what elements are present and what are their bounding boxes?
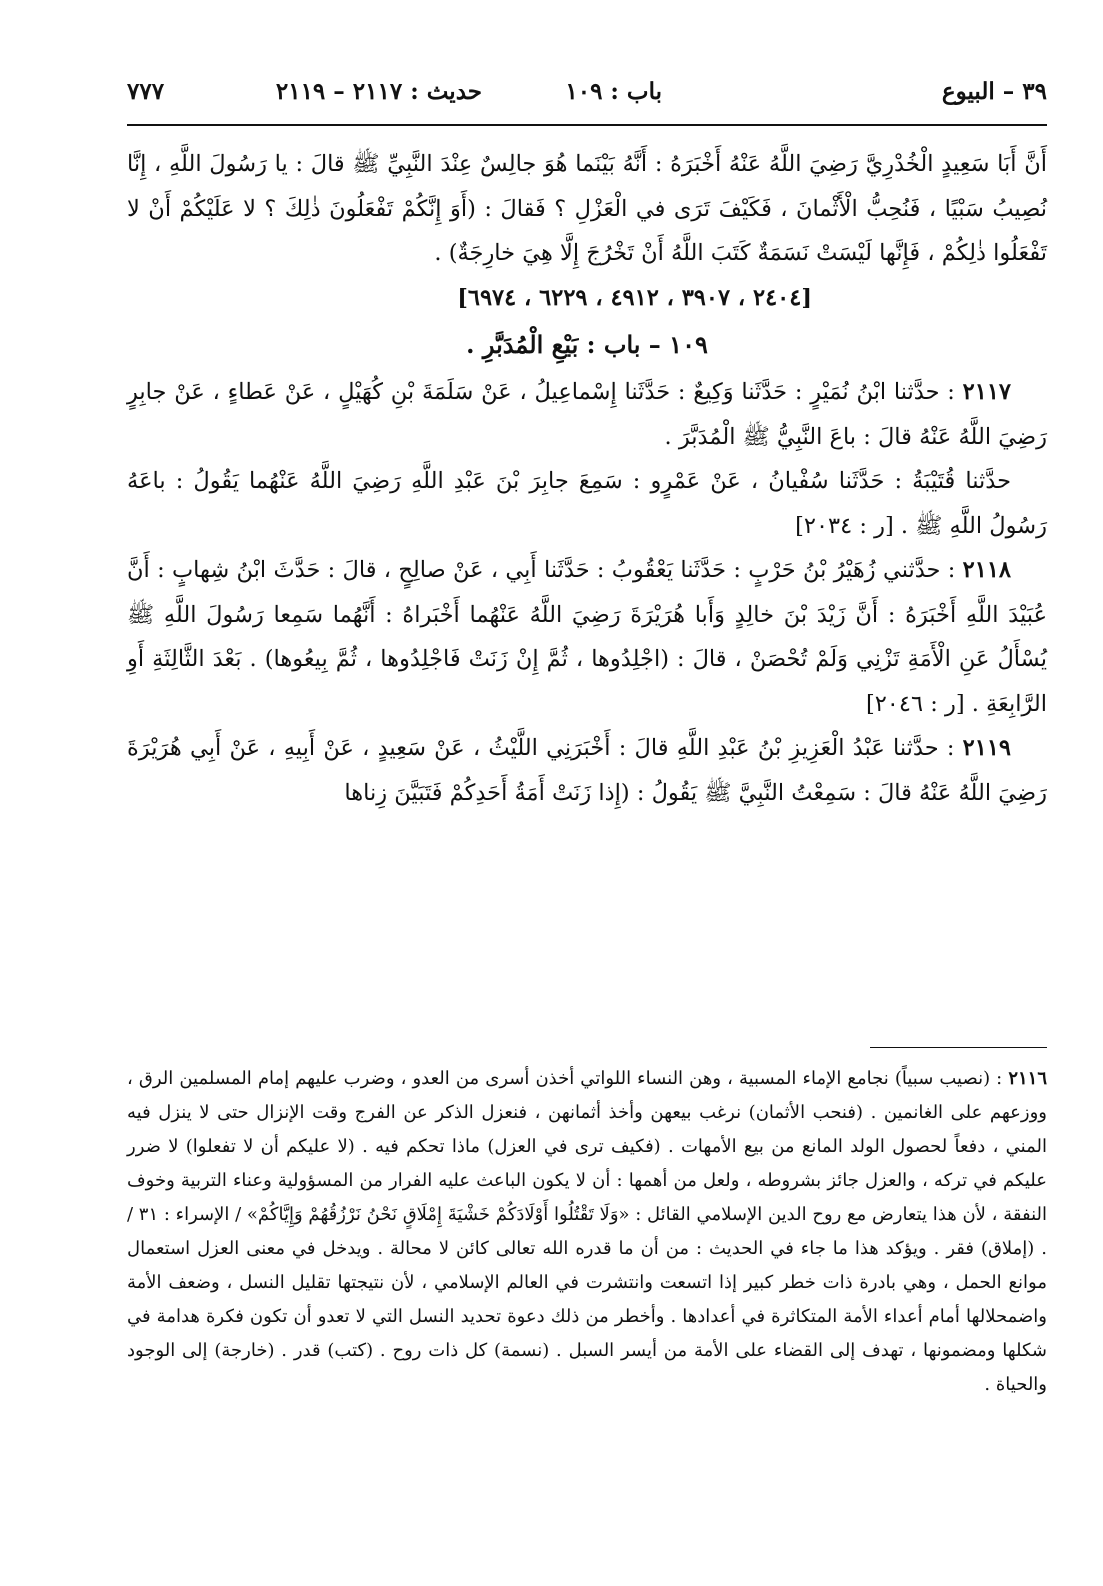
- main-text: [127, 142, 1047, 815]
- hadith-2119: [127, 726, 1047, 815]
- cross-references: [٢٤٠٤ ، ٣٩٠٧ ، ٤٩١٢ ، ٦٢٢٩ ، ٦٩٧٤]: [457, 284, 812, 311]
- footnote-divider: [870, 1047, 1047, 1048]
- hadith-range: حديث : ٢١١٧ – ٢١١٩: [275, 78, 482, 105]
- footnote-number: ٢١١٦: [1008, 1068, 1047, 1089]
- bab-heading: ١٠٩ – باب : بَيْعِ الْمُدَبَّرِ .: [466, 330, 708, 359]
- hadith-2117-second-chain: حدَّثنا قُتَيْبَةُ : حَدَّثَنا سُفْيانُ ، عَنْ عَمْرٍو : سَمِعَ جابِرَ بْنَ عَبْدِ اللَّهِ رَضِيَ اللَّهُ عَنْهُما يَقُولُ : باعَهُ رَسُولُ اللَّهِ ﷺ . [ر : ٢٠٣٤]: [127, 468, 1047, 539]
- page-number: ٧٧٧: [127, 78, 165, 105]
- hadith-text: : حدَّثنا ابْنُ نُمَيْرٍ : حَدَّثَنا وَكِيعٌ : حَدَّثَنا إِسْماعِيلُ ، عَنْ سَلَمَةَ بْنِ كُهَيْلٍ ، عَنْ عَطاءٍ ، عَنْ جابِرٍ رَضِيَ اللَّهُ عَنْهُ قالَ : باعَ النَّبِيُّ ﷺ الْمُدَبَّرَ .: [127, 379, 1047, 450]
- footnote-text: : (نصيب سبياً) نجامع الإماء المسبية ، وهن النساء اللواتي أخذن أسرى من العدو ، وضرب عليهم إمام المسلمين الرق ، ووزعهم على الغانمين . (فنحب الأثمان) نرغب بيعهن وأخذ أثمانهن ، فنعزل الذكر عن الفرج وقت الإنزال حتى لا ينزل فيه المني ، دفعاً لحصول الولد المانع من بيع الأمهات . (فكيف ترى في العزل) ماذا تحكم فيه . (لا عليكم أن لا تفعلوا) لا ضرر عليكم في تركه ، والعزل جائز بشروطه ، ولعل من أهمها : أن لا يكون الباعث عليه الفرار من المسؤولية وعناء التربية وخوف النفقة ، لأن هذا يتعارض مع روح الدين الإسلامي القائل : «وَلَا تَقْتُلُوا أَوْلَادَكُمْ خَشْيَةَ إِمْلَاقٍ نَحْنُ نَرْزُقُهُمْ وَإِيَّاكُمْ» / الإسراء : ٣١ / . (إملاق) فقر . ويؤكد هذا ما جاء في الحديث : من أن ما قدره الله تعالى كائن لا محالة . ويدخل في معنى العزل استعمال موانع الحمل ، وهي بادرة ذات خطر كبير إذا اتسعت وانتشرت في العالم الإسلامي ، لأن نتيجتها تقليل النسل ، وضعف الأمة واضمحلالها أمام أعداء الأمة المتكاثرة في أعدادها . وأخطر من ذلك دعوة تحديد النسل التي لا تعدو أن تكون فكرة هدامة في شكلها ومضمونها ، تهدف إلى القضاء على الأمة من أيسر السبل . (نسمة) كل ذات روح . (كتب) قدر . (خارجة) إلى الوجود والحياة .: [127, 1068, 1047, 1395]
- header-divider: [127, 124, 1047, 126]
- hadith-text: : حدَّثني زُهَيْرُ بْنُ حَرْبٍ : حَدَّثَنا يَعْقُوبُ : حَدَّثَنا أَبِي ، عَنْ صالِحٍ ، قالَ : حَدَّثَ ابْنُ شِهابٍ : أَنَّ عُبَيْدَ اللَّهِ أَخْبَرَهُ : أَنَّ زَيْدَ بْنَ خالِدٍ وَأَبا هُرَيْرَةَ رَضِيَ اللَّهُ عَنْهُما أَخْبَراهُ : أَنَّهُما سَمِعا رَسُولَ اللَّهِ ﷺ يُسْأَلُ عَنِ الْأَمَةِ تَزْنِي وَلَمْ تُحْصَنْ ، قالَ : (اجْلِدُوها ، ثُمَّ إِنْ زَنَتْ فَاجْلِدُوها ، ثُمَّ بِيعُوها) . بَعْدَ الثَّالِثَةِ أَوِ الرَّابِعَةِ . [ر : ٢٠٤٦]: [127, 557, 1047, 717]
- running-header: [127, 78, 1047, 118]
- hadith-2116-continuation: أَنَّ أَبَا سَعِيدٍ الْخُدْرِيَّ رَضِيَ اللَّهُ عَنْهُ أَخْبَرَهُ : أَنَّهُ بَيْنَما هُوَ جالِسٌ عِنْدَ النَّبِيِّ ﷺ قالَ : يا رَسُولَ اللَّهِ ، إِنَّا نُصِيبُ سَبْيًا ، فَنُحِبُّ الْأَثْمانَ ، فَكَيْفَ تَرَى في الْعَزْلِ ؟ فَقالَ : (أَوَ إِنَّكُمْ تَفْعَلُونَ ذٰلِكَ ؟ لا عَلَيْكُمْ أَنْ لا تَفْعَلُوا ذٰلِكُمْ ، فَإِنَّها لَيْسَتْ نَسَمَةٌ كَتَبَ اللَّهُ أَنْ تَخْرُجَ إِلَّا هِيَ خارِجَةٌ) .: [127, 151, 1047, 266]
- hadith-number: ٢١١٨: [962, 557, 1012, 583]
- hadith-2117: [127, 370, 1047, 459]
- footnote: [127, 1062, 1047, 1402]
- bab-number: باب : ١٠٩: [565, 78, 662, 105]
- chapter-title: ٣٩ – البيوع: [941, 78, 1047, 105]
- hadith-number: ٢١١٧: [962, 379, 1012, 405]
- footnote-2116: [127, 1062, 1047, 1402]
- hadith-2118: [127, 548, 1047, 726]
- hadith-text: : حدَّثنا عَبْدُ الْعَزِيزِ بْنُ عَبْدِ اللَّهِ قالَ : أَخْبَرَنِي اللَّيْثُ ، عَنْ سَعِيدٍ ، عَنْ أَبِيهِ ، عَنْ أَبِي هُرَيْرَةَ رَضِيَ اللَّهُ عَنْهُ قالَ : سَمِعْتُ النَّبِيَّ ﷺ يَقُولُ : (إِذا زَنَتْ أَمَةُ أَحَدِكُمْ فَتَبَيَّنَ زِناها: [127, 735, 1047, 806]
- hadith-number: ٢١١٩: [962, 735, 1011, 761]
